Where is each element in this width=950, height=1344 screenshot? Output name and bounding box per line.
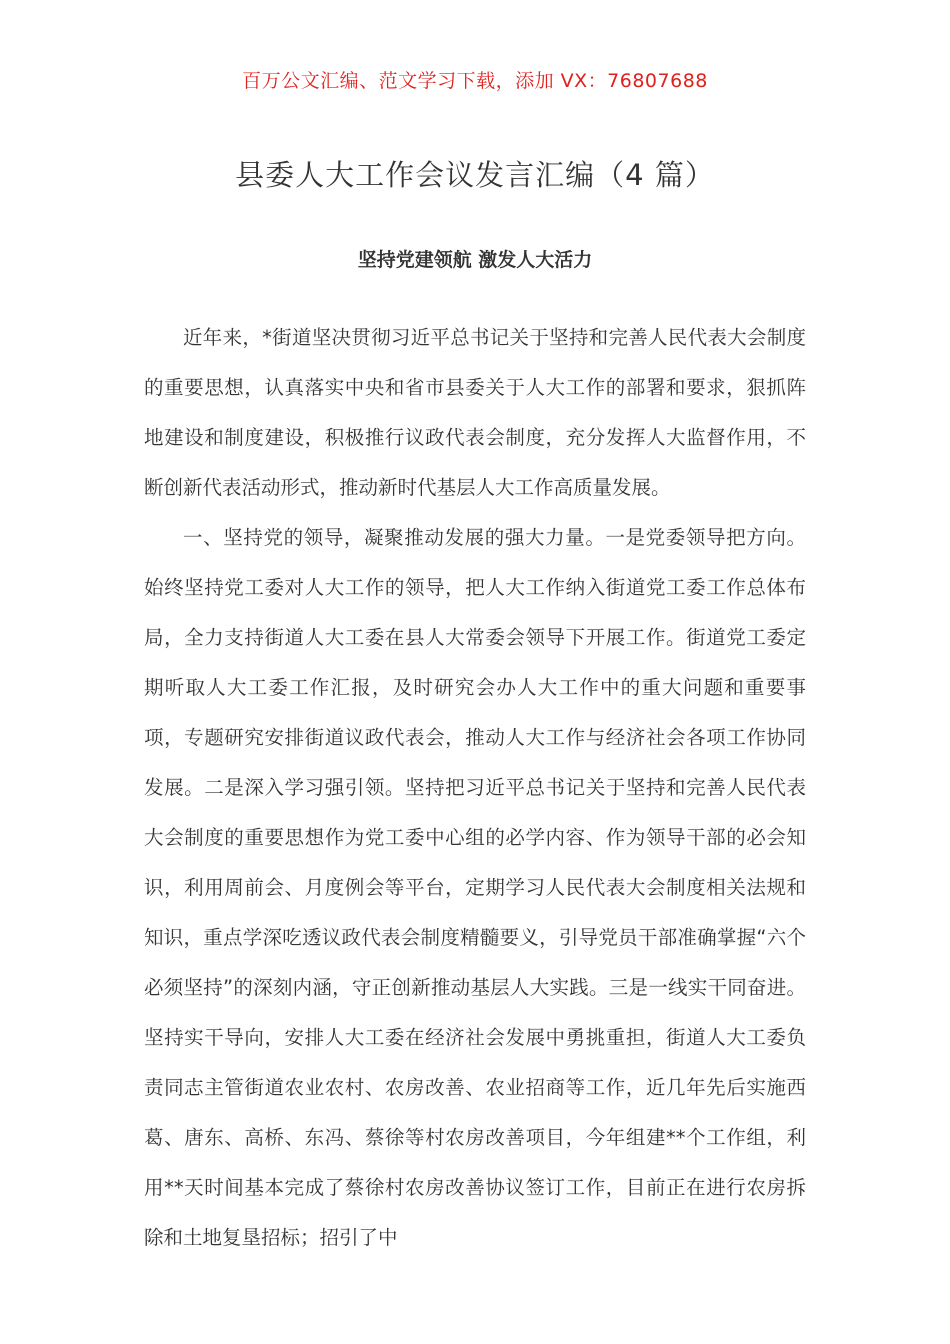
paragraph-section-one: 一、坚持党的领导，凝聚推动发展的强大力量。一是党委领导把方向。始终坚持党工委对人大工作的领导，把人大工作纳入街道党工委工作总体布局，全力支持街道人大工委在县人大常委会领导下开展工作。街道党工委定期听取人大工委工作汇报，及时研究会办人大工作中的重大问题和重要事项，专题研究安排街道议政代表会，推动人大工作与经济社会各项工作协同发展。二是深入学习强引领。坚持把习近平总书记关于坚持和完善人民代表大会制度的重要思想作为党工委中心组的必学内容、作为领导干部的必会知识，利用周前会、月度例会等平台，定期学习人民代表大会制度相关法规和知识，重点学深吃透议政代表会制度精髓要义，引导党员干部准确掌握“六个必须坚持”的深刻内涵，守正创新推动基层人大实践。三是一线实干同奋进。坚持实干导向，安排人大工委在经济社会发展中勇挑重担，街道人大工委负责同志主管街道农业农村、农房改善、农业招商等工作，近几年先后实施西葛、唐东、高桥、东冯、蔡徐等村农房改善项目，今年组建**个工作组，利用**天时间基本完成了蔡徐村农房改善协议签订工作，目前正在进行农房拆除和土地复垦招标；招引了中 [144, 526, 806, 1249]
paragraph-intro: 近年来，*街道坚决贯彻习近平总书记关于坚持和完善人民代表大会制度的重要思想，认真落实中央和省市县委关于人大工作的部署和要求，狠抓阵地建设和制度建设，积极推行议政代表会制度，充分发挥人大监督作用，不断创新代表活动形式，推动新时代基层人大工作高质量发展。 [144, 326, 806, 499]
section-title: 坚持党建领航 激发人大活力 [357, 249, 593, 271]
header-ad-text: 百万公文汇编、范文学习下载，添加 VX：76807688 [242, 70, 708, 92]
document-title: 县委人大工作会议发言汇编（4 篇） [235, 158, 715, 192]
document-body [144, 313, 806, 1263]
